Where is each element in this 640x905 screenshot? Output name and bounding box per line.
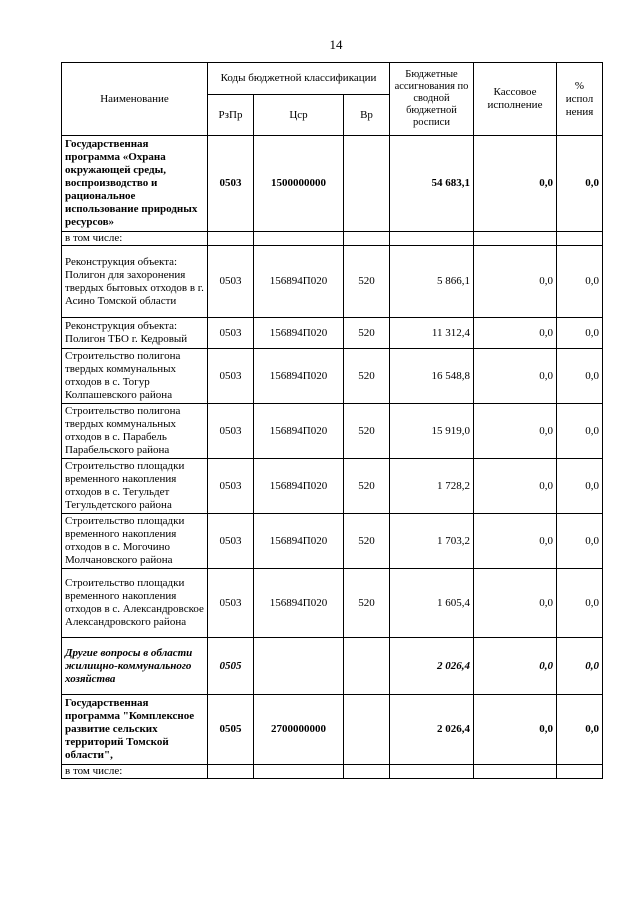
row-rzpr: 0503: [208, 514, 254, 569]
table-row: [62, 318, 603, 349]
row-percent: 0,0: [557, 459, 603, 514]
row-budget: [390, 765, 474, 779]
table-row: [62, 232, 603, 246]
table-row: [62, 349, 603, 404]
row-rzpr: 0503: [208, 459, 254, 514]
row-cash: 0,0: [474, 514, 557, 569]
row-vr: 520: [344, 349, 390, 404]
row-budget: 54 683,1: [390, 136, 474, 232]
row-name: Строительство полигона твердых коммунальных отходов в с. Парабель Парабельского района: [62, 404, 208, 459]
row-vr: 520: [344, 459, 390, 514]
row-name: Государственная программа "Комплексное развитие сельских территорий Томской области",: [62, 695, 208, 765]
row-cash: [474, 765, 557, 779]
row-csr: [254, 232, 344, 246]
row-rzpr: 0505: [208, 695, 254, 765]
row-budget: 1 728,2: [390, 459, 474, 514]
header-rzpr: РзПр: [208, 95, 254, 136]
table-row: [62, 514, 603, 569]
row-cash: 0,0: [474, 695, 557, 765]
header-codes-group: Коды бюджетной классификации: [208, 63, 390, 95]
row-percent: 0,0: [557, 569, 603, 638]
row-vr: [344, 232, 390, 246]
row-cash: 0,0: [474, 638, 557, 695]
row-rzpr: 0503: [208, 136, 254, 232]
table-row: [62, 638, 603, 695]
row-name: Реконструкция объекта: Полигон для захоронения твердых бытовых отходов в г. Асино Томской области: [62, 246, 208, 318]
row-name: Строительство площадки временного накопления отходов в с. Тегульдет Тегульдетского района: [62, 459, 208, 514]
row-percent: 0,0: [557, 246, 603, 318]
row-vr: 520: [344, 404, 390, 459]
header-vr: Вр: [344, 95, 390, 136]
row-budget: 15 919,0: [390, 404, 474, 459]
row-csr: 156894П020: [254, 459, 344, 514]
table-row: [62, 569, 603, 638]
row-name: в том числе:: [62, 232, 208, 246]
row-name: в том числе:: [62, 765, 208, 779]
row-vr: [344, 765, 390, 779]
row-percent: 0,0: [557, 514, 603, 569]
row-rzpr: [208, 765, 254, 779]
row-csr: 156894П020: [254, 318, 344, 349]
budget-table: [61, 62, 603, 779]
row-rzpr: 0503: [208, 246, 254, 318]
row-vr: 520: [344, 569, 390, 638]
row-csr: 156894П020: [254, 349, 344, 404]
row-percent: 0,0: [557, 638, 603, 695]
row-cash: 0,0: [474, 318, 557, 349]
row-csr: 2700000000: [254, 695, 344, 765]
row-csr: [254, 638, 344, 695]
row-budget: 1 605,4: [390, 569, 474, 638]
row-name: Реконструкция объекта: Полигон ТБО г. Кедровый: [62, 318, 208, 349]
header-percent: % испол нения: [557, 63, 603, 136]
table-row: [62, 136, 603, 232]
row-vr: 520: [344, 318, 390, 349]
row-name: Строительство площадки временного накопления отходов в с. Могочино Молчановского района: [62, 514, 208, 569]
header-budget: Бюджетные ассигнования по сводной бюджетной росписи: [390, 63, 474, 136]
row-rzpr: 0503: [208, 404, 254, 459]
row-name: Другие вопросы в области жилищно-коммунального хозяйства: [62, 638, 208, 695]
row-vr: [344, 695, 390, 765]
table-row: [62, 765, 603, 779]
row-percent: 0,0: [557, 136, 603, 232]
row-percent: 0,0: [557, 695, 603, 765]
row-budget: 11 312,4: [390, 318, 474, 349]
row-cash: 0,0: [474, 569, 557, 638]
row-budget: 5 866,1: [390, 246, 474, 318]
row-budget: 16 548,8: [390, 349, 474, 404]
row-cash: 0,0: [474, 404, 557, 459]
row-csr: 156894П020: [254, 404, 344, 459]
row-vr: 520: [344, 514, 390, 569]
row-budget: 2 026,4: [390, 638, 474, 695]
row-rzpr: 0503: [208, 569, 254, 638]
row-name: Строительство площадки временного накопления отходов в с. Александровское Александровского района: [62, 569, 208, 638]
row-rzpr: 0505: [208, 638, 254, 695]
row-csr: 1500000000: [254, 136, 344, 232]
row-csr: 156894П020: [254, 569, 344, 638]
table-row: [62, 695, 603, 765]
page-number: 14: [329, 37, 343, 52]
header-csr: Цср: [254, 95, 344, 136]
table-row: [62, 246, 603, 318]
row-cash: 0,0: [474, 246, 557, 318]
row-name: Строительство полигона твердых коммунальных отходов в с. Тогур Колпашевского района: [62, 349, 208, 404]
row-percent: [557, 232, 603, 246]
row-cash: 0,0: [474, 459, 557, 514]
row-cash: 0,0: [474, 349, 557, 404]
row-rzpr: [208, 232, 254, 246]
row-csr: 156894П020: [254, 514, 344, 569]
header-cash: Кассовое исполнение: [474, 63, 557, 136]
row-budget: 2 026,4: [390, 695, 474, 765]
row-rzpr: 0503: [208, 318, 254, 349]
table-row: [62, 459, 603, 514]
row-budget: [390, 232, 474, 246]
table-row: [62, 404, 603, 459]
row-csr: 156894П020: [254, 246, 344, 318]
row-name: Государственная программа «Охрана окружающей среды, воспроизводство и рациональное использование природных ресурсов»: [62, 136, 208, 232]
header-name: Наименование: [62, 63, 208, 136]
row-cash: [474, 232, 557, 246]
row-rzpr: 0503: [208, 349, 254, 404]
row-percent: 0,0: [557, 318, 603, 349]
row-cash: 0,0: [474, 136, 557, 232]
row-percent: 0,0: [557, 349, 603, 404]
row-percent: 0,0: [557, 404, 603, 459]
row-budget: 1 703,2: [390, 514, 474, 569]
row-vr: [344, 638, 390, 695]
row-csr: [254, 765, 344, 779]
row-vr: [344, 136, 390, 232]
row-vr: 520: [344, 246, 390, 318]
row-percent: [557, 765, 603, 779]
